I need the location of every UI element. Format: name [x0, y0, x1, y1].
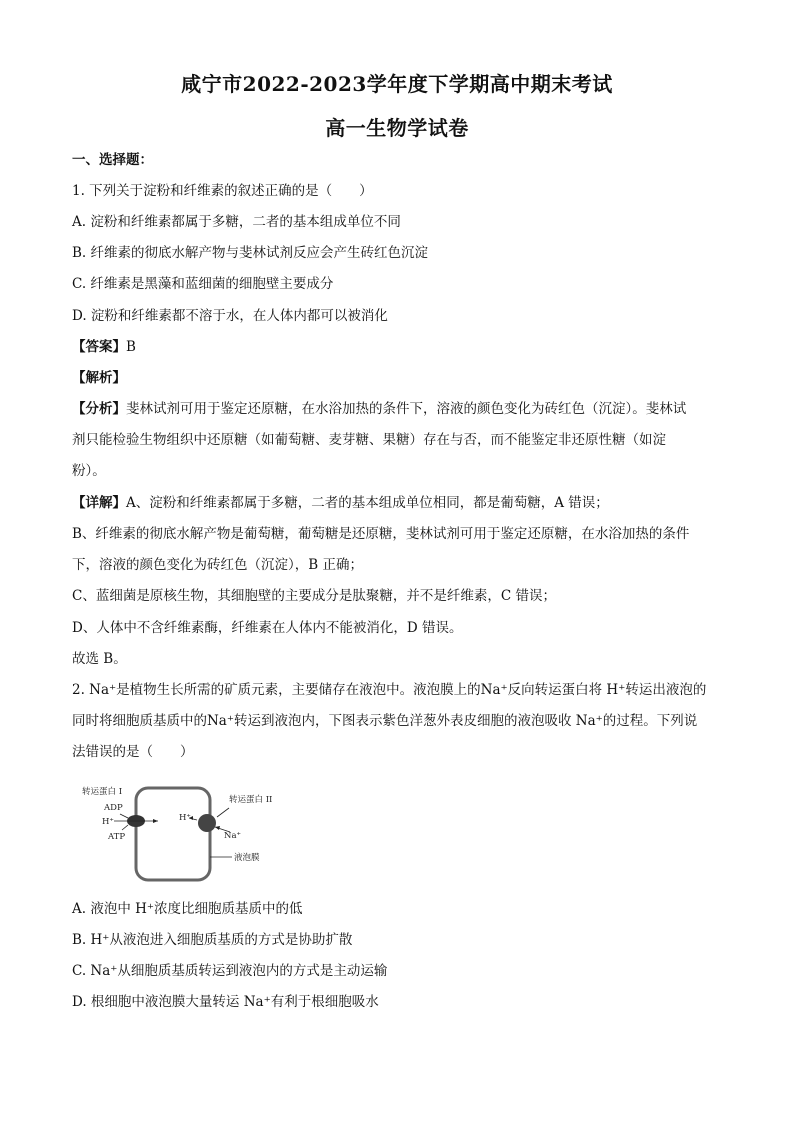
q1-option-b: B. 纤维素的彻底水解产物与斐林试剂反应会产生砖红色沉淀: [72, 245, 429, 261]
label-protein-2: 转运蛋白 II: [229, 795, 273, 805]
label-h-right: H⁺: [179, 813, 191, 823]
label-membrane: 液泡膜: [234, 853, 260, 863]
q1-answer: [72, 337, 722, 357]
adp-arrow: [120, 814, 128, 818]
q1-option-c: C. 纤维素是黑藻和蓝细菌的细胞壁主要成分: [72, 276, 334, 292]
transporter-2-shape: [198, 814, 216, 832]
q2-option-d: D. 根细胞中液泡膜大量转运 Na⁺有利于根细胞吸水: [72, 994, 379, 1010]
q2-stem-line-1: 2. Na⁺是植物生长所需的矿质元素，主要储存在液泡中。液泡膜上的Na⁺反向转运蛋白将 H⁺转运出液泡的: [72, 682, 707, 698]
q1-fenxi-line-2: 剂只能检验生物组织中还原糖（如葡萄糖、麦芽糖、果糖）存在与否，而不能鉴定非还原性糖（如淀: [72, 432, 666, 448]
q2-stem-line-3: 法错误的是（ ）: [72, 744, 194, 760]
q1-fenxi-line-1: 【分析】斐林试剂可用于鉴定还原糖，在水浴加热的条件下，溶液的颜色变化为砖红色（沉淀）。斐林试: [72, 401, 687, 417]
q1-analysis-tag: 【解析】: [72, 370, 126, 386]
label-h-left: H⁺: [102, 817, 114, 827]
xiangjie-tag: 【详解】: [72, 495, 126, 511]
atp-arrow: [122, 825, 128, 830]
q1-fenxi-line-3: 粉）。: [72, 463, 106, 479]
q1-xiangjie-line-3: 下，溶液的颜色变化为砖红色（沉淀），B 正确；: [72, 557, 363, 573]
q1-xiangjie-line-5: D、人体中不含纤维素酶，纤维素在人体内不能被消化，D 错误。: [72, 620, 463, 636]
q1-xiangjie-line-1: 【详解】A、淀粉和纤维素都属于多糖，二者的基本组成单位相同，都是葡萄糖，A 错误；: [72, 495, 609, 511]
q1-stem: 1. 下列关于淀粉和纤维素的叙述正确的是（ ）: [72, 183, 373, 199]
protein2-pointer: [217, 808, 229, 817]
q2-option-b: B. H⁺从液泡进入细胞质基质的方式是协助扩散: [72, 932, 353, 948]
q2-option-c: C. Na⁺从细胞质基质转运到液泡内的方式是主动运输: [72, 963, 388, 979]
label-na: Na⁺: [224, 831, 241, 841]
q1-xiangjie-line-4: C、蓝细菌是原核生物，其细胞壁的主要成分是肽聚糖，并不是纤维素，C 错误；: [72, 588, 556, 604]
q1-xiangjie-line-2: B、纤维素的彻底水解产物是葡萄糖，葡萄糖是还原糖，斐林试剂可用于鉴定还原糖，在水浴加热的条件: [72, 526, 690, 542]
q1-conclusion: 故选 B。: [72, 651, 127, 667]
vacuole-membrane-shape: [136, 788, 210, 880]
exam-subtitle: 高一生物学试卷: [325, 116, 469, 140]
label-adp: ADP: [104, 803, 123, 813]
q2-stem-line-2: 同时将细胞质基质中的Na⁺转运到液泡内，下图表示紫色洋葱外表皮细胞的液泡吸收 Na⁺的过程。下列说: [72, 713, 698, 729]
q1-option-a: A. 淀粉和纤维素都属于多糖，二者的基本组成单位不同: [72, 214, 401, 230]
section-heading: 一、选择题：: [72, 152, 153, 168]
label-protein-1: 转运蛋白 I: [82, 787, 123, 797]
label-atp: ATP: [108, 832, 126, 842]
q1-option-d: D. 淀粉和纤维素都不溶于水，在人体内都可以被消化: [72, 308, 388, 324]
diagram-svg: [72, 780, 302, 885]
q2-option-a: A. 液泡中 H⁺浓度比细胞质基质中的低: [72, 901, 303, 917]
exam-title: 咸宁市2022-2023学年度下学期高中期末考试: [181, 72, 613, 96]
fenxi-tag: 【分析】: [72, 401, 126, 417]
answer-tag: 【答案】: [72, 339, 126, 355]
answer-value: B: [126, 339, 136, 355]
vacuole-transport-diagram: [72, 780, 302, 885]
